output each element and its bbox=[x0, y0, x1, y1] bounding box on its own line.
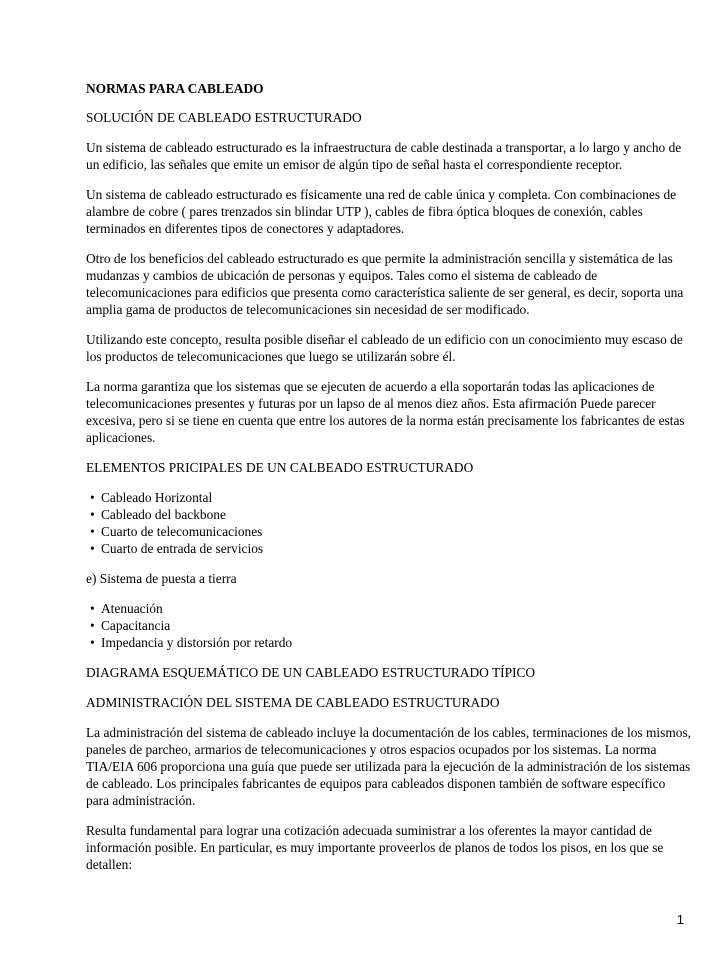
document-title: NORMAS PARA CABLEADO bbox=[86, 81, 264, 96]
bullet-icon: • bbox=[90, 635, 95, 650]
bullet-icon: • bbox=[90, 490, 95, 505]
bullet-icon: • bbox=[90, 541, 95, 556]
section-heading-administracion: ADMINISTRACIÓN DEL SISTEMA DE CABLEADO ESTRUCTURADO bbox=[86, 695, 500, 710]
list-item: • Capacitancia bbox=[90, 618, 171, 633]
bullet-icon: • bbox=[90, 601, 95, 616]
section-heading-solucion: SOLUCIÓN DE CABLEADO ESTRUCTURADO bbox=[86, 110, 362, 125]
list-item: • Cuarto de telecomunicaciones bbox=[90, 524, 263, 539]
bullet-icon: • bbox=[90, 618, 95, 633]
paragraph: Un sistema de cableado estructurado es físicamente una red de cable única y completa. Con combinaciones de alambre de cobre ( pares trenzados sin blindar UTP ), cables de fibra óptica bloques de conexión, cables terminados en diferentes tipos de conectores y adaptadores. bbox=[86, 187, 677, 236]
list-item: • Impedancia y distorsión por retardo bbox=[90, 635, 293, 650]
bullet-list-propiedades bbox=[86, 600, 691, 651]
list-item: • Cableado Horizontal bbox=[90, 490, 213, 505]
list-item: • Atenuación bbox=[90, 601, 163, 616]
page-number: 1 bbox=[676, 912, 684, 927]
paragraph: Otro de los beneficios del cableado estructurado es que permite la administración sencilla y sistemática de las mudanzas y cambios de ubicación de personas y equipos. Tales como el sistema de cableado de telecomunicaciones para edificios que presenta como característica saliente de ser general, es decir, soporta una amplia gama de productos de telecomunicaciones sin necesidad de ser modificado. bbox=[86, 251, 684, 317]
paragraph: La norma garantiza que los sistemas que se ejecuten de acuerdo a ella soportarán todas las aplicaciones de telecomunicaciones presentes y futuras por un lapso de al menos diez años. Esta afirmación Puede parecer excesiva, pero si se tiene en cuenta que entre los autores de la norma están precisamente los fabricantes de estas aplicaciones. bbox=[86, 379, 685, 445]
paragraph: Un sistema de cableado estructurado es la infraestructura de cable destinada a transportar, a lo largo y ancho de un edificio, las señales que emite un emisor de algún tipo de señal hasta el correspondiente receptor. bbox=[86, 140, 682, 172]
document-page bbox=[86, 80, 691, 886]
paragraph: Utilizando este concepto, resulta posible diseñar el cableado de un edificio con un conocimiento muy escaso de los productos de telecomunicaciones que luego se utilizarán sobre él. bbox=[86, 332, 683, 364]
section-heading-elementos: ELEMENTOS PRICIPALES DE UN CALBEADO ESTRUCTURADO bbox=[86, 460, 474, 475]
paragraph: La administración del sistema de cableado incluye la documentación de los cables, terminaciones de los mismos, paneles de parcheo, armarios de telecomunicaciones y otros espacios ocupados por los sistemas. La norma TIA/EIA 606 proporciona una guía que puede ser utilizada para la ejecución de la administración de los sistemas de cableado. Los principales fabricantes de equipos para cableados disponen también de software específico para administración. bbox=[86, 725, 691, 808]
bullet-icon: • bbox=[90, 524, 95, 539]
paragraph: Resulta fundamental para lograr una cotización adecuada suministrar a los oferentes la mayor cantidad de información posible. En particular, es muy importante proveerlos de planos de todos los pisos, en los que se detallen: bbox=[86, 823, 664, 872]
list-item: • Cuarto de entrada de servicios bbox=[90, 541, 264, 556]
list-item: • Cableado del backbone bbox=[90, 507, 226, 522]
bullet-icon: • bbox=[90, 507, 95, 522]
section-heading-diagrama: DIAGRAMA ESQUEMÁTICO DE UN CABLEADO ESTRUCTURADO TÍPICO bbox=[86, 665, 536, 680]
list-item-e: e) Sistema de puesta a tierra bbox=[86, 571, 237, 586]
bullet-list-elementos bbox=[86, 489, 691, 557]
